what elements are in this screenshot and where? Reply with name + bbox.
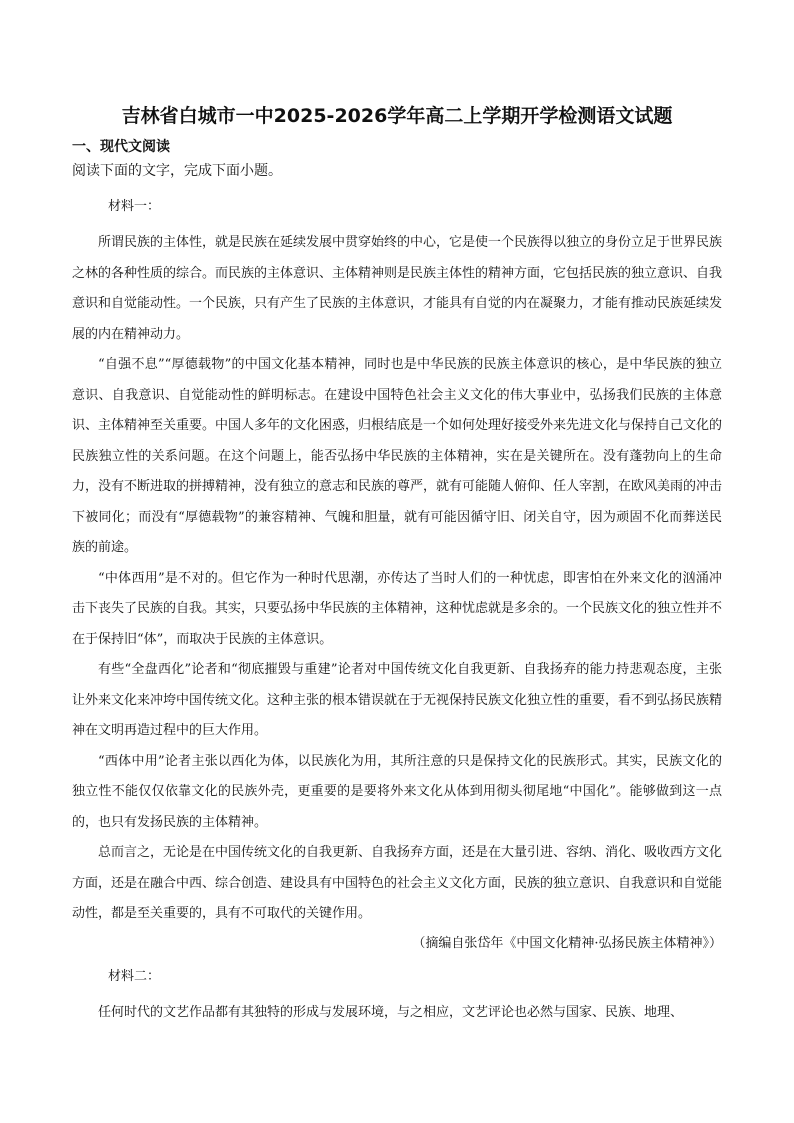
reading-instruction: 阅读下面的文字，完成下面小题。 xyxy=(72,163,282,179)
material-1-label: 材料一： xyxy=(108,199,161,214)
document-page xyxy=(72,100,722,1028)
material-1-paragraph: “西体中用”论者主张以西化为体，以民族化为用，其所注意的只是保持文化的民族形式。其实，民族文化的独立性不能仅仅依靠文化的民族外壳，更重要的是要将外来文化从体到用彻头彻尾地“中国化”。能够做到这一点的，也只有发扬民族的主体精神。 xyxy=(72,753,722,830)
material-2-label: 材料二： xyxy=(108,968,161,984)
material-1-paragraph: “中体西用”是不对的。但它作为一种时代思潮，亦传达了当时人们的一种忧虑，即害怕在外来文化的汹涌冲击下丧失了民族的自我。其实，只要弘扬中华民族的主体精神，这种忧虑就是多余的。一个民族文化的独立性并不在于保持旧“体”，而取决于民族的主体意识。 xyxy=(72,570,723,647)
document-title: 吉林省白城市一中2025-2026学年高二上学期开学检测语文试题 xyxy=(121,105,673,127)
material-2-paragraph: 任何时代的文艺作品都有其独特的形成与发展环境，与之相应，文艺评论也必然与国家、民族、地理、 xyxy=(98,1004,684,1020)
material-1-paragraph: “自强不息”“厚德载物”的中国文化基本精神，同时也是中华民族的民族主体意识的核心，是中华民族的独立意识、自我意识、自觉能动性的鲜明标志。在建设中国特色社会主义文化的伟大事业中，弘扬我们民族的主体意识、主体精神至关重要。中国人多年的文化困惑，归根结底是一个如何处理好接受外来先进文化与保持自己文化的民族独立性的关系问题。在这个问题上，能否弘扬中华民族的主体精神，实在是关键所在。没有蓬勃向上的生命力，没有不断进取的拼搏精神，没有独立的意志和民族的尊严，就有可能随人俯仰、任人宰割，在欧风美雨的冲击下被同化；而没有“厚德载物”的兼容精神、气魄和胆量，就有可能因循守旧、闭关自守，因为顽固不化而葬送民族的前途。 xyxy=(72,357,723,555)
material-1-paragraph: 有些“全盘西化”论者和“彻底摧毁与重建”论者对中国传统文化自我更新、自我扬弃的能力持悲观态度，主张让外来文化来冲垮中国传统文化。这种主张的根本错误就在于无视保持民族文化独立性的重要，看不到弘扬民族精神在文明再造过程中的巨大作用。 xyxy=(72,662,723,738)
material-1-paragraph: 所谓民族的主体性，就是民族在延续发展中贯穿始终的中心，它是使一个民族得以独立的身份立足于世界民族之林的各种性质的综合。而民族的主体意识、主体精神则是民族主体性的精神方面，它包括民族的独立意识、自我意识和自觉能动性。一个民族，只有产生了民族的主体意识，才能具有自觉的内在凝聚力，才能有推动民族延续发展的内在精神动力。 xyxy=(72,235,723,342)
material-1-source-citation: （摘编自张岱年《中国文化精神·弘扬民族主体精神》） xyxy=(412,935,722,951)
section-heading: 一、现代文阅读 xyxy=(72,139,170,155)
material-1-paragraph: 总而言之，无论是在中国传统文化的自我更新、自我扬弃方面，还是在大量引进、容纳、消化、吸收西方文化方面，还是在融合中西、综合创造、建设具有中国特色的社会主义文化方面，民族的独立意识、自我意识和自觉能动性，都是至关重要的，具有不可取代的关键作用。 xyxy=(72,845,723,921)
